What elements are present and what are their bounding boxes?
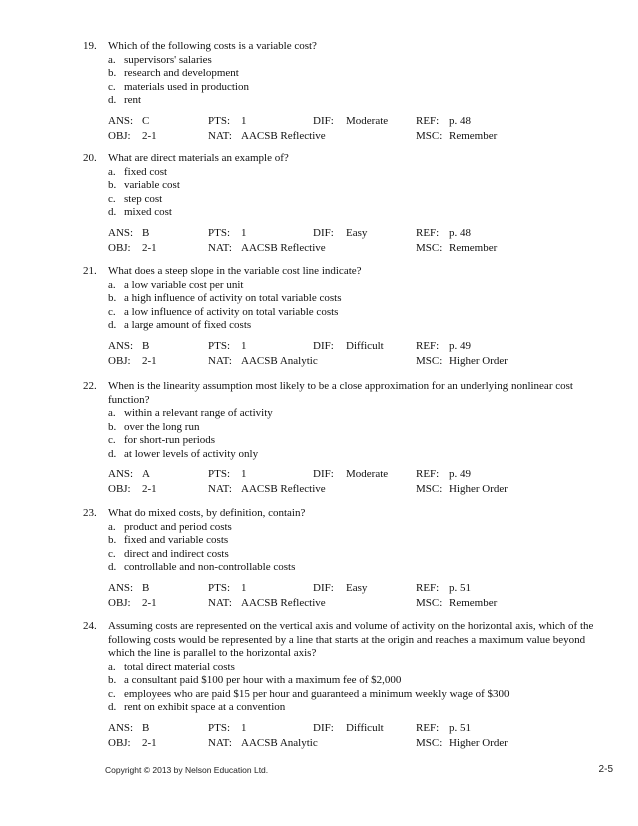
meta-label-ans: ANS: — [108, 581, 134, 594]
nat-value: AACSB Analytic — [241, 736, 318, 749]
answer-metadata — [108, 114, 613, 144]
option-letter: c. — [108, 547, 116, 560]
points-value: 1 — [241, 114, 247, 127]
meta-label-dif: DIF: — [313, 226, 334, 239]
points-value: 1 — [241, 721, 247, 734]
option-letter: d. — [108, 94, 117, 106]
difficulty-value: Easy — [346, 581, 368, 594]
option-text: employees who are paid $15 per hour and guaranteed a minimum weekly wage of $300 — [124, 687, 510, 700]
meta-label-pts: PTS: — [208, 468, 231, 480]
meta-label-nat: NAT: — [208, 736, 232, 749]
option-letter: b. — [108, 420, 117, 433]
meta-label-msc: MSC: — [416, 129, 443, 142]
option-letter: a. — [108, 165, 116, 178]
objective-value: 2-1 — [142, 596, 157, 609]
answer-option — [108, 561, 613, 575]
metadata-row — [108, 129, 613, 144]
meta-label-dif: DIF: — [313, 581, 334, 594]
option-letter: b. — [108, 67, 117, 79]
question-text: What does a steep slope in the variable cost line indicate? — [108, 265, 362, 277]
option-letter: d. — [108, 319, 117, 331]
option-letter: b. — [108, 534, 117, 546]
answer-option — [108, 434, 613, 448]
answer-option — [108, 688, 613, 702]
question-text: Which of the following costs is a variable cost? — [108, 40, 317, 52]
meta-label-obj: OBJ: — [108, 354, 131, 367]
difficulty-value: Difficult — [346, 721, 384, 734]
option-text: total direct material costs — [124, 660, 235, 673]
question-text: What do mixed costs, by definition, contain? — [108, 507, 306, 519]
answer-value: B — [142, 339, 150, 352]
answer-option — [108, 193, 613, 207]
meta-label-ref: REF: — [416, 226, 440, 239]
metadata-row — [108, 736, 613, 751]
meta-label-msc: MSC: — [416, 736, 443, 749]
option-letter: c. — [108, 192, 116, 205]
answer-option — [108, 179, 613, 193]
answer-metadata — [108, 581, 613, 611]
question-number: 21. — [83, 265, 97, 277]
answer-option — [108, 206, 613, 220]
meta-label-ref: REF: — [416, 721, 440, 734]
objective-value: 2-1 — [142, 129, 157, 142]
meta-label-nat: NAT: — [208, 241, 232, 254]
question-number: 23. — [83, 507, 97, 519]
option-letter: c. — [108, 434, 116, 446]
answer-option — [108, 166, 613, 180]
option-letter: d. — [108, 701, 117, 713]
answer-metadata — [108, 467, 613, 497]
question-number: 19. — [83, 40, 97, 52]
meta-label-ref: REF: — [416, 468, 440, 480]
meta-label-msc: MSC: — [416, 354, 443, 367]
meta-label-ref: REF: — [416, 581, 440, 594]
points-value: 1 — [241, 226, 247, 239]
answer-option — [108, 521, 613, 535]
msc-value: Remember — [449, 596, 498, 609]
option-text: fixed and variable costs — [124, 534, 229, 546]
metadata-row — [108, 596, 613, 611]
option-text: a low influence of activity on total variable costs — [124, 305, 339, 318]
meta-label-obj: OBJ: — [108, 241, 131, 254]
option-text: controllable and non-controllable costs — [124, 561, 296, 573]
meta-label-msc: MSC: — [416, 483, 443, 495]
nat-value: AACSB Reflective — [241, 129, 326, 142]
answer-metadata — [108, 721, 613, 751]
option-text: direct and indirect costs — [124, 547, 229, 560]
option-letter: a. — [108, 660, 116, 673]
msc-value: Remember — [449, 129, 498, 142]
answer-option — [108, 292, 613, 306]
option-letter: b. — [108, 292, 117, 304]
answer-option — [108, 661, 613, 675]
metadata-row — [108, 114, 613, 129]
reference-value: p. 49 — [449, 339, 471, 352]
answer-option — [108, 306, 613, 320]
answer-option — [108, 534, 613, 548]
option-text: a large amount of fixed costs — [124, 319, 252, 331]
option-letter: a. — [108, 53, 116, 66]
question-body — [108, 152, 613, 220]
option-letter: a. — [108, 278, 116, 291]
difficulty-value: Moderate — [346, 468, 389, 480]
option-text: research and development — [124, 67, 239, 79]
option-text: variable cost — [124, 179, 180, 191]
option-text: step cost — [124, 192, 163, 205]
answer-option — [108, 407, 613, 421]
option-text: within a relevant range of activity — [124, 407, 273, 419]
option-text: a consultant paid $100 per hour with a maximum fee of $2,000 — [124, 674, 402, 686]
option-text: rent on exhibit space at a convention — [124, 701, 286, 713]
question-text: What are direct materials an example of? — [108, 152, 289, 164]
answer-option — [108, 701, 613, 715]
meta-label-nat: NAT: — [208, 596, 232, 609]
objective-value: 2-1 — [142, 241, 157, 254]
meta-label-ans: ANS: — [108, 226, 134, 239]
option-letter: b. — [108, 179, 117, 191]
reference-value: p. 48 — [449, 226, 471, 239]
metadata-row — [108, 226, 613, 241]
points-value: 1 — [241, 581, 247, 594]
answer-metadata — [108, 339, 613, 369]
meta-label-nat: NAT: — [208, 129, 232, 142]
answer-metadata — [108, 226, 613, 256]
meta-label-dif: DIF: — [313, 468, 334, 480]
meta-label-ans: ANS: — [108, 721, 134, 734]
meta-label-msc: MSC: — [416, 241, 443, 254]
metadata-row — [108, 241, 613, 256]
meta-label-dif: DIF: — [313, 721, 334, 734]
meta-label-obj: OBJ: — [108, 596, 131, 609]
answer-value: B — [142, 226, 150, 239]
reference-value: p. 51 — [449, 721, 471, 734]
answer-option — [108, 674, 613, 688]
objective-value: 2-1 — [142, 736, 157, 749]
meta-label-obj: OBJ: — [108, 129, 131, 142]
msc-value: Remember — [449, 241, 498, 254]
question-number: 20. — [83, 152, 97, 164]
option-letter: d. — [108, 561, 117, 573]
meta-label-nat: NAT: — [208, 483, 232, 495]
option-letter: c. — [108, 305, 116, 318]
question-body — [108, 507, 613, 575]
meta-label-pts: PTS: — [208, 339, 231, 352]
answer-option — [108, 67, 613, 81]
meta-label-pts: PTS: — [208, 581, 231, 594]
copyright-text: Copyright © 2013 by Nelson Education Ltd. — [105, 765, 269, 775]
option-text: a low variable cost per unit — [124, 278, 244, 291]
option-letter: c. — [108, 687, 116, 700]
option-letter: a. — [108, 520, 116, 533]
objective-value: 2-1 — [142, 483, 157, 495]
answer-option — [108, 319, 613, 333]
option-text: at lower levels of activity only — [124, 447, 259, 460]
reference-value: p. 51 — [449, 581, 471, 594]
question-body — [108, 40, 613, 108]
meta-label-dif: DIF: — [313, 114, 334, 127]
answer-option — [108, 421, 613, 435]
metadata-row — [108, 339, 613, 354]
answer-option — [108, 54, 613, 68]
option-text: over the long run — [124, 420, 200, 433]
difficulty-value: Difficult — [346, 339, 384, 352]
nat-value: AACSB Analytic — [241, 354, 318, 367]
meta-label-ref: REF: — [416, 114, 440, 127]
metadata-row — [108, 354, 613, 369]
difficulty-value: Moderate — [346, 114, 389, 127]
option-text: materials used in production — [124, 80, 249, 93]
msc-value: Higher Order — [449, 483, 508, 495]
answer-option — [108, 94, 613, 108]
option-text: a high influence of activity on total variable costs — [124, 292, 342, 304]
answer-value: A — [142, 468, 150, 480]
meta-label-nat: NAT: — [208, 354, 232, 367]
meta-label-pts: PTS: — [208, 114, 231, 127]
meta-label-dif: DIF: — [313, 339, 334, 352]
metadata-row — [108, 482, 613, 497]
question-body — [108, 380, 613, 461]
question-text: Assuming costs are represented on the vertical axis and volume of activity on the horizontal axis, which of the following costs would be represented by a line that starts at the origin and reaches a maximum value beyond which the line is parallel to the horizontal axis? — [108, 620, 594, 659]
meta-label-ans: ANS: — [108, 114, 134, 127]
meta-label-pts: PTS: — [208, 226, 231, 239]
reference-value: p. 48 — [449, 114, 471, 127]
meta-label-msc: MSC: — [416, 596, 443, 609]
option-letter: b. — [108, 674, 117, 686]
answer-option — [108, 548, 613, 562]
question-text: When is the linearity assumption most likely to be a close approximation for an underlying nonlinear cost function? — [108, 380, 573, 406]
msc-value: Higher Order — [449, 354, 508, 367]
option-text: product and period costs — [124, 520, 232, 533]
metadata-row — [108, 721, 613, 736]
nat-value: AACSB Reflective — [241, 241, 326, 254]
answer-option — [108, 448, 613, 462]
msc-value: Higher Order — [449, 736, 508, 749]
difficulty-value: Easy — [346, 226, 368, 239]
meta-label-obj: OBJ: — [108, 483, 131, 495]
meta-label-ans: ANS: — [108, 468, 134, 480]
option-text: rent — [124, 94, 142, 106]
option-text: mixed cost — [124, 206, 172, 218]
question-body — [108, 620, 613, 715]
question-number: 22. — [83, 380, 97, 392]
option-text: for short-run periods — [124, 434, 216, 446]
answer-value: B — [142, 721, 150, 734]
points-value: 1 — [241, 468, 247, 480]
page-number: 2-5 — [598, 764, 613, 775]
answer-option — [108, 279, 613, 293]
metadata-row — [108, 581, 613, 596]
question-number: 24. — [83, 620, 97, 632]
answer-value: C — [142, 114, 150, 127]
nat-value: AACSB Reflective — [241, 596, 326, 609]
option-letter: d. — [108, 206, 117, 218]
metadata-row — [108, 467, 613, 482]
meta-label-ans: ANS: — [108, 339, 134, 352]
objective-value: 2-1 — [142, 354, 157, 367]
points-value: 1 — [241, 339, 247, 352]
reference-value: p. 49 — [449, 468, 471, 480]
option-text: fixed cost — [124, 165, 168, 178]
option-letter: c. — [108, 80, 116, 93]
option-letter: a. — [108, 407, 116, 419]
meta-label-ref: REF: — [416, 339, 440, 352]
question-body — [108, 265, 613, 333]
meta-label-pts: PTS: — [208, 721, 231, 734]
answer-option — [108, 81, 613, 95]
meta-label-obj: OBJ: — [108, 736, 131, 749]
nat-value: AACSB Reflective — [241, 483, 326, 495]
answer-value: B — [142, 581, 150, 594]
option-text: supervisors' salaries — [124, 53, 212, 66]
page-footer — [105, 765, 613, 775]
option-letter: d. — [108, 447, 117, 460]
